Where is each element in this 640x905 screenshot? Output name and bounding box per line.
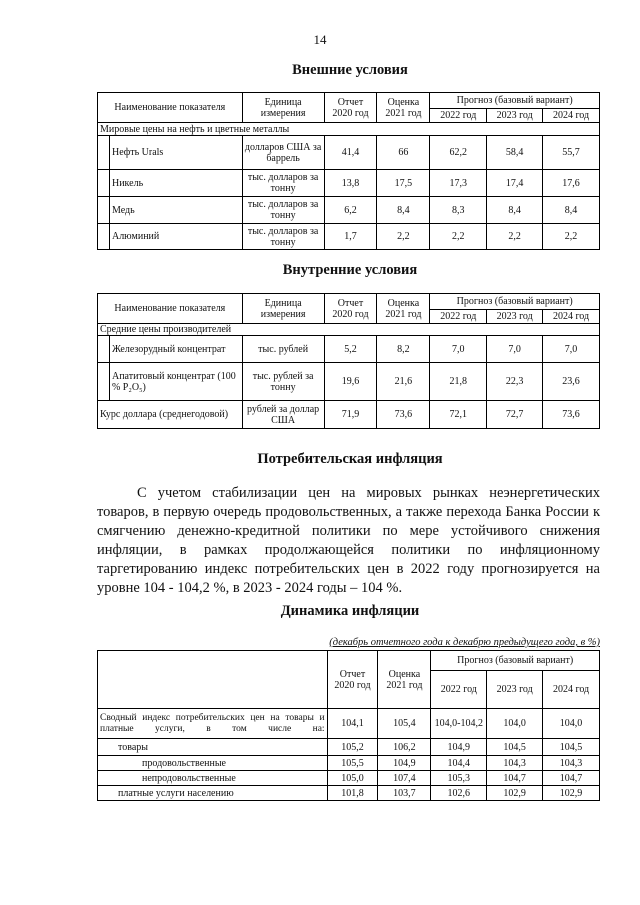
row-unit: тыс. долларов за тонну [242,197,324,224]
dynamics-note: (декабрь отчетного года к декабрю предыдущего года, в %) [329,637,600,648]
header-report: Отчет 2020 год [327,651,378,709]
value-cell: 73,6 [543,401,600,429]
value-cell: 104,3 [543,756,600,771]
row-name: платные услуги населению [98,786,328,801]
table-row [98,363,600,401]
row-unit: тыс. долларов за тонну [242,224,324,250]
header-2023: 2023 год [487,671,543,709]
header-estimate: Оценка 2021 год [377,93,430,123]
header-2024: 2024 год [543,310,600,324]
value-cell: 13,8 [324,170,377,197]
header-2022: 2022 год [431,671,487,709]
value-cell: 102,9 [487,786,543,801]
value-cell: 1,7 [324,224,377,250]
value-cell: 17,3 [430,170,487,197]
header-name: Наименование показателя [98,93,243,123]
value-cell: 22,3 [487,363,543,401]
internal-table [97,293,600,429]
value-cell: 8,4 [543,197,600,224]
value-cell: 104,7 [487,771,543,786]
page-number: 14 [313,32,327,47]
value-cell: 41,4 [324,136,377,170]
row-name: Никель [109,170,242,197]
value-cell: 8,4 [377,197,430,224]
row-name: Курс доллара (среднегодовой) [98,401,243,429]
row-name: непродовольственные [98,771,328,786]
value-cell: 105,2 [327,739,378,756]
value-cell: 104,5 [487,739,543,756]
header-unit: Единица измерения [242,93,324,123]
inflation-paragraph [97,484,600,598]
value-cell: 21,8 [430,363,487,401]
value-cell: 104,0 [487,709,543,739]
value-cell: 105,5 [327,756,378,771]
table-row [98,756,600,771]
value-cell: 2,2 [543,224,600,250]
value-cell: 17,6 [543,170,600,197]
value-cell: 103,7 [378,786,431,801]
row-unit: тыс. долларов за тонну [242,170,324,197]
value-cell: 17,4 [487,170,543,197]
paragraph-text: С учетом стабилизации цен на мировых рынках неэнергетических товаров, в первую очередь продовольственных, а также перехода Банка России к смягчению денежно-кредитной политики по мере устойчивого снижения инфляции, в рамках продолжающейся политики по инфляционному таргетированию индекс потребительских цен в 2022 году прогнозируется на уровне 104 - 104,2 %, в 2023 - 2024 годы – 104 %. [97,485,600,596]
value-cell: 104,0-104,2 [431,709,487,739]
value-cell: 105,0 [327,771,378,786]
header-forecast: Прогноз (базовый вариант) [430,294,600,310]
value-cell: 2,2 [377,224,430,250]
dynamics-title: Динамика инфляции [280,603,420,619]
table-row [98,197,600,224]
header-2024: 2024 год [543,109,600,123]
header-report: Отчет 2020 год [324,93,377,123]
value-cell: 104,9 [378,756,431,771]
value-cell: 8,4 [487,197,543,224]
dynamics-table [97,650,600,801]
value-cell: 58,4 [487,136,543,170]
value-cell: 104,1 [327,709,378,739]
table-row [98,739,600,756]
value-cell: 6,2 [324,197,377,224]
value-cell: 17,5 [377,170,430,197]
header-estimate: Оценка 2021 год [377,294,430,324]
value-cell: 62,2 [430,136,487,170]
row-name: Сводный индекс потребительских цен на товары и платные услуги, в том числе на: [98,709,328,739]
value-cell: 104,9 [431,739,487,756]
external-title: Внешние условия [292,62,408,78]
value-cell: 8,3 [430,197,487,224]
value-cell: 72,1 [430,401,487,429]
row-name: Алюминий [109,224,242,250]
value-cell: 55,7 [543,136,600,170]
value-cell: 104,3 [487,756,543,771]
value-cell: 2,2 [487,224,543,250]
value-cell: 7,0 [487,336,543,363]
row-name: Железорудный концентрат [109,336,242,363]
table-row [98,786,600,801]
value-cell: 102,9 [543,786,600,801]
header-unit: Единица измерения [242,294,324,324]
header-forecast: Прогноз (базовый вариант) [431,651,600,671]
row-unit: долларов США за баррель [242,136,324,170]
value-cell: 101,8 [327,786,378,801]
table-row [98,136,600,170]
row-name: Медь [109,197,242,224]
value-cell: 2,2 [430,224,487,250]
value-cell: 21,6 [377,363,430,401]
value-cell: 7,0 [543,336,600,363]
row-unit: тыс. рублей за тонну [242,363,324,401]
value-cell: 104,0 [543,709,600,739]
row-name: Нефть Urals [109,136,242,170]
row-unit: тыс. рублей [242,336,324,363]
table-row [98,170,600,197]
value-cell: 104,4 [431,756,487,771]
table-row [98,336,600,363]
table-row [98,709,600,739]
value-cell: 105,4 [378,709,431,739]
header-2022: 2022 год [430,310,487,324]
group-label: Мировые цены на нефть и цветные металлы [98,123,600,136]
row-name: Апатитовый концентрат (100 % P₂O₅) [109,363,242,401]
value-cell: 19,6 [324,363,377,401]
inflation-title: Потребительская инфляция [257,451,443,467]
header-2023: 2023 год [487,310,543,324]
value-cell: 73,6 [377,401,430,429]
table-row [98,224,600,250]
external-table [97,92,600,250]
internal-title: Внутренние условия [282,262,418,278]
value-cell: 8,2 [377,336,430,363]
value-cell: 104,7 [543,771,600,786]
value-cell: 23,6 [543,363,600,401]
table-row [98,771,600,786]
header-forecast: Прогноз (базовый вариант) [430,93,600,109]
value-cell: 102,6 [431,786,487,801]
value-cell: 66 [377,136,430,170]
header-estimate: Оценка 2021 год [378,651,431,709]
row-unit: рублей за доллар США [242,401,324,429]
table-row [98,401,600,429]
row-name: товары [98,739,328,756]
group-label: Средние цены производителей [98,324,600,336]
header-report: Отчет 2020 год [324,294,377,324]
header-2023: 2023 год [487,109,543,123]
value-cell: 5,2 [324,336,377,363]
value-cell: 106,2 [378,739,431,756]
value-cell: 107,4 [378,771,431,786]
row-name: продовольственные [98,756,328,771]
value-cell: 7,0 [430,336,487,363]
header-name: Наименование показателя [98,294,243,324]
value-cell: 104,5 [543,739,600,756]
value-cell: 71,9 [324,401,377,429]
header-2022: 2022 год [430,109,487,123]
header-2024: 2024 год [543,671,600,709]
value-cell: 72,7 [487,401,543,429]
value-cell: 105,3 [431,771,487,786]
